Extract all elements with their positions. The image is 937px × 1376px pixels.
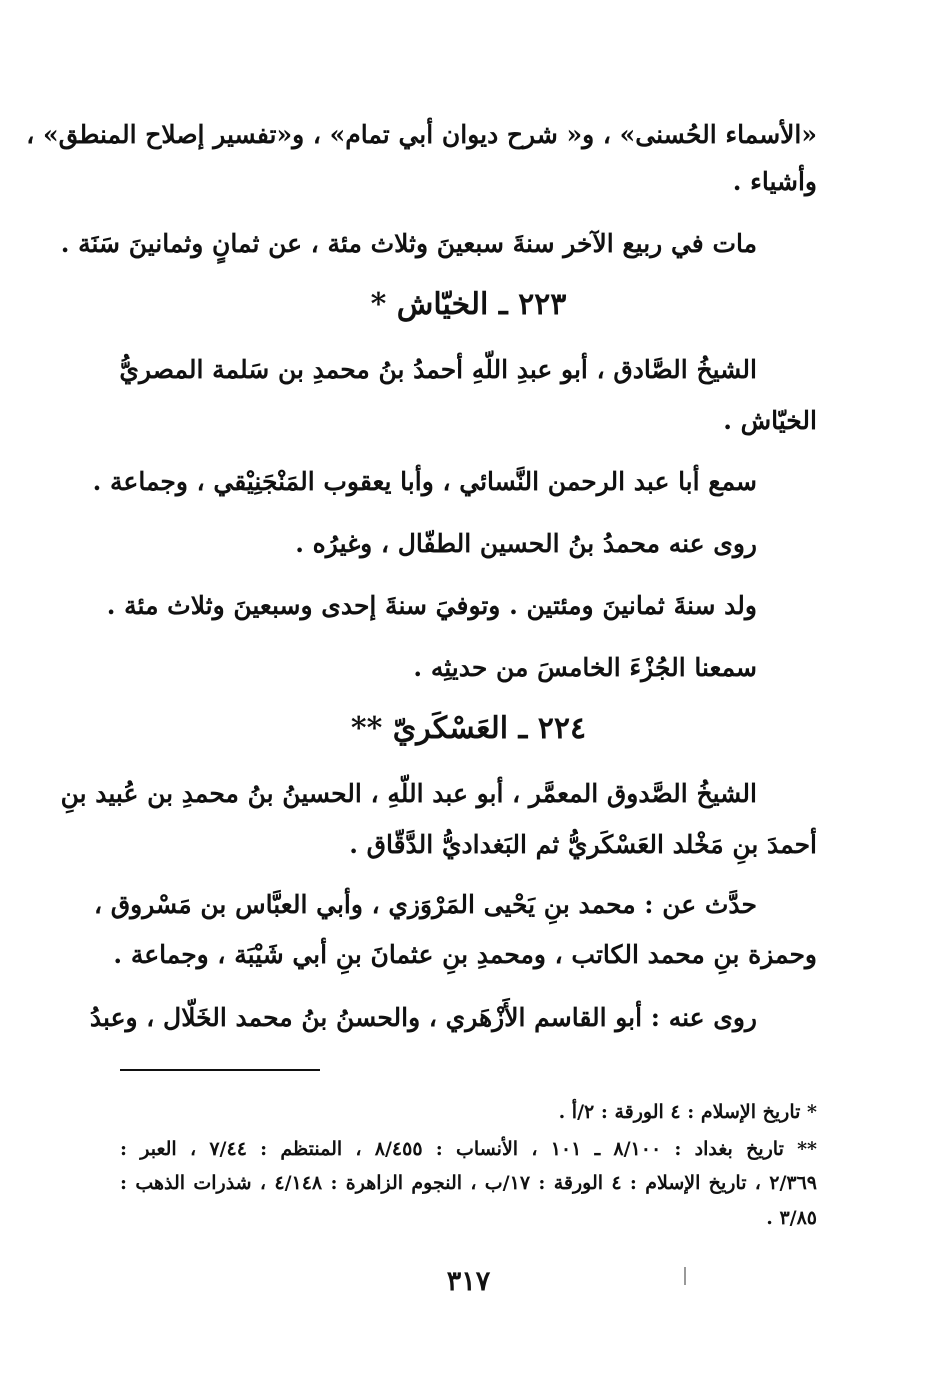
text-line: الشيخُ الصَّادق ، أبو عبدِ اللّهِ أحمدُ بنُ محمدِ بن سَلمة المصريُّ — [119, 355, 757, 384]
page-number: ٣١٧ — [446, 1266, 491, 1297]
text-line: حدَّث عن : محمد بنِ يَحْيى المَرْوَزي ، وأبي العبَّاس بن مَسْروق ، — [93, 890, 757, 919]
text-line: وأشياء . — [732, 167, 817, 196]
text-line: مات في ربيع الآخر سنةَ سبعينَ وثلاث مئة ، عن ثمانٍ وثمانينَ سَنَة . — [60, 229, 757, 258]
text-line: وحمزة بنِ محمد الكاتب ، ومحمدِ بنِ عثمانَ بنِ أبي شَيْبَة ، وجماعة . — [113, 940, 817, 969]
text-line: «الأسماء الحُسنى» ، و« شرح ديوان أبي تمام» ، و«تفسير إصلاح المنطق» ، — [26, 120, 817, 149]
text-line: روى عنه : أبو القاسم الأَزْهَري ، والحسنُ بنُ محمد الخَلّال ، وعبدُ — [89, 1003, 757, 1032]
entry-heading-224: ٢٢٤ ـ العَسْكَريّ ** — [350, 711, 587, 746]
footnote-separator — [120, 1069, 320, 1071]
footnote: ٢/٣٦٩ ، تاريخ الإسلام : ٤ الورقة : ١٧/ب ، النجوم الزاهرة : ٤/١٤٨ ، شذرات الذهب : — [120, 1172, 818, 1194]
text-line: أحمدَ بنِ مَخْلد العَسْكَريُّ ثم البَغداديُّ الدَّقّاق . — [349, 830, 817, 859]
footnote: ٣/٨٥ . — [766, 1207, 817, 1229]
text-line: سمع أبا عبد الرحمن النَّسائي ، وأبا يعقوب المَنْجَنِيْقي ، وجماعة . — [92, 467, 757, 496]
text-line: الشيخُ الصَّدوق المعمَّر ، أبو عبد اللّهِ ، الحسينُ بنُ محمدِ بن عُبيد بنِ — [60, 779, 757, 808]
footnote: ** تاريخ بغداد : ٨/١٠٠ ـ ١٠١ ، الأنساب : ٨/٤٥٥ ، المنتظم : ٧/٤٤ ، العبر : — [120, 1138, 817, 1160]
text-line: سمعنا الجُزْءَ الخامسَ من حديثِه . — [413, 653, 757, 682]
scan-mark — [684, 1267, 686, 1285]
text-line: الخيّاش . — [723, 406, 817, 435]
footnote: * تاريخ الإسلام : ٤ الورقة : ٢/أ . — [558, 1101, 817, 1123]
entry-heading-223: ٢٢٣ ـ الخيّاش * — [370, 287, 567, 322]
text-line: روى عنه محمدُ بنُ الحسين الطفّال ، وغيرُه . — [295, 529, 757, 558]
text-line: ولد سنةَ ثمانينَ ومئتين . وتوفيَ سنةَ إحدى وسبعينَ وثلاث مئة . — [106, 591, 757, 620]
